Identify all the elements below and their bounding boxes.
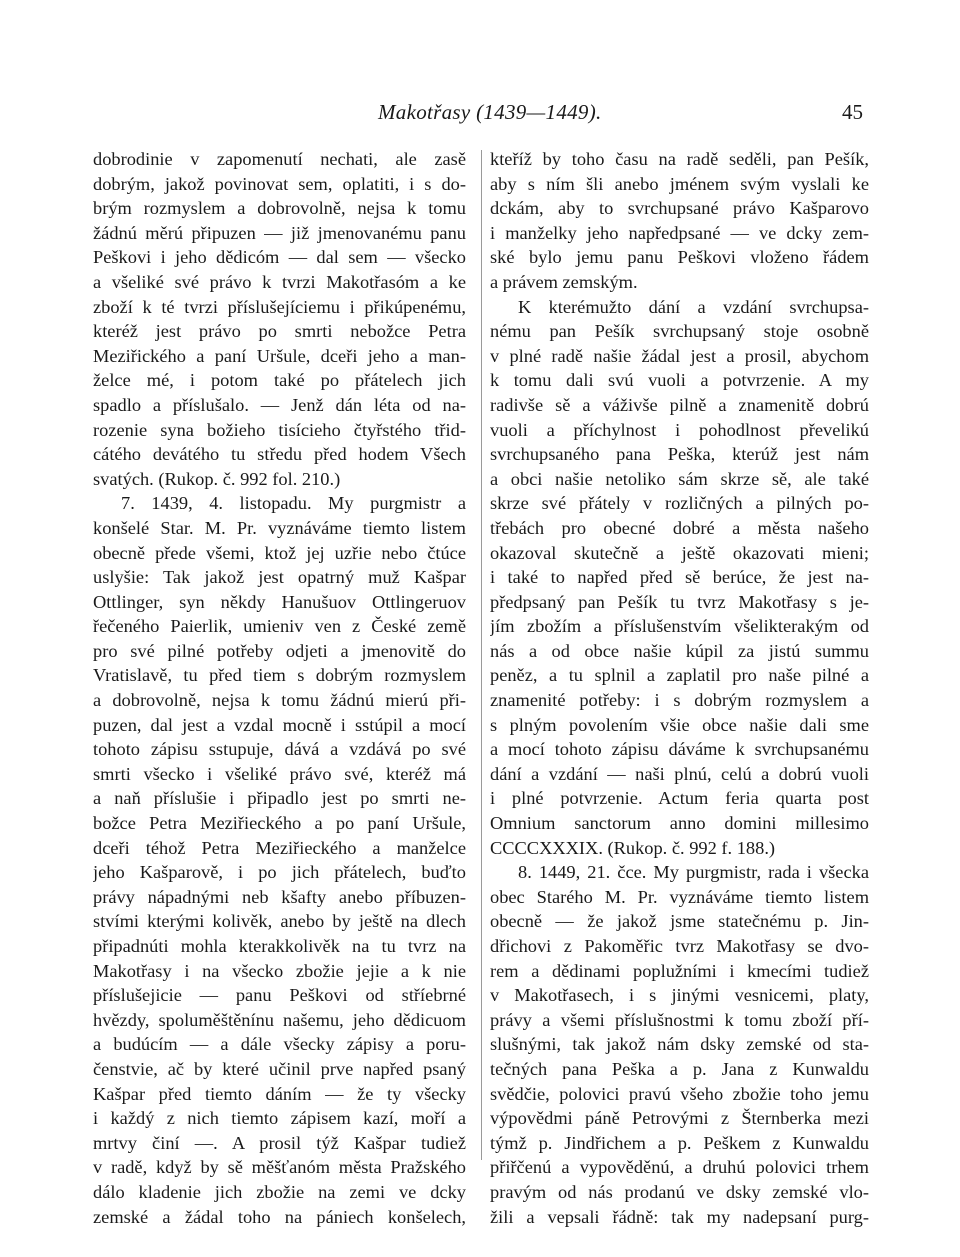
text-line: rozenie syna božieho tisícieho čtyřstého třid- [93,419,466,440]
text-line: i manželky jeho napředpsané — ve dcky zem- [490,222,869,243]
text-line: a mocí tohoto zápisu dáváme k svrchupsanému [490,739,869,760]
text-line: týmž p. Jindřichem a p. Peškem z Kunwaldu [490,1132,869,1153]
text-line: tečných pana Peška a p. Jana z Kunwaldu [490,1058,869,1079]
text-line: brým rozmyslem a dobrovolně, nejsa k tomu [93,198,466,219]
page-number: 45 [842,100,863,124]
text-line: slušnými, tak jakož nám dsky zemské od sta- [490,1034,869,1055]
text-line: právy nápadnými neb kšafty anebo příbuzen- [93,886,466,907]
text-line: právy a všemi příslušnostmi k tomu zboží pří- [490,1009,869,1030]
right-column [490,147,869,1229]
text-line: přiřčenú a vypověděnú, a druhú polovici trhem [490,1157,869,1178]
text-line: pro své pilné potřeby odjeti a jmenovitě do [93,640,466,661]
text-line: i každý z nich tiemto zápisem kazí, moří a [93,1108,466,1129]
column-divider [481,150,482,1160]
text-line: jím zbožím a příslušenstvím všelikterakým od [490,616,869,637]
text-line: obecně — že jakož jsme statečnému p. Jin- [490,911,869,932]
text-line: kteříž by toho času na radě seděli, pan Pešík, [490,149,869,169]
text-line: žádnú měrú připuzen — již jmenovanému panu [93,222,466,243]
text-line: dobrodinie v zapomenutí nechati, ale zasě [93,149,466,169]
text-line: v plné radě našie žádal jest a prosil, abychom [490,345,869,366]
text-line: 7. 1439, 4. listopadu. My purgmistr a [121,493,466,514]
text-line: a všeliké své právo k tvrzi Makotřasóm a ke [93,271,466,292]
text-line: dceři téhož Petra Meziřieckého a manželce [93,837,466,858]
text-line: i také to napřed před sě berúce, že jest na- [490,567,869,588]
text-line: v radě, když by sě měšťanóm města Pražského [93,1157,466,1178]
text-line: spadlo a příslušalo. — Jenž dán léta od na- [93,394,466,415]
text-line: kteréž jest právo po smrti nebožce Petra [93,321,466,342]
text-line: zemské a žádal toho na pániech konšelech, [93,1206,466,1227]
text-line: a právem zemským. [490,271,638,292]
text-line: obec Starého M. Pr. vyznáváme tiemto listem [490,886,869,907]
text-line: řečeného Paierlik, umieniv ven z České země [93,616,466,637]
text-line: stvími kterými kolivěk, anebo by ještě na dlech [93,911,466,932]
text-line: a naň příslušie i připadlo jest po smrti ne- [93,788,466,809]
text-line: Ottlinger, syn někdy Hanušuov Ottlingeruov [93,591,466,612]
text-line: skrze své přátely v rozličných a pilných po- [490,493,869,514]
text-line: výpovědmi páně Petrovými z Šternberka mezi [490,1108,869,1129]
text-line: k tomu dali svú vuoli a potvrzenie. A my [490,370,869,391]
text-line: v Makotřasech, i s jinými vesnicemi, platy, [490,985,869,1006]
text-line: ské bylo jemu panu Peškovi vloženo řádem [490,247,869,268]
text-line: Peškovi i jeho dědicóm — dal sem — všecko [93,247,466,268]
text-line: a dobrovolně, nejsa k tomu žádnú mierú při- [93,690,466,711]
text-line: aby s ním šli anebo jménem svým vyslali ke [490,173,869,194]
text-line: příslušejicie — panu Peškovi od stříebrné [93,985,466,1006]
text-line: smrti všecko i všeliké právo své, kteréž má [93,763,466,784]
text-line: Meziřického a paní Uršule, dceři jeho a man- [93,345,466,366]
text-line: dřichovi z Pakoměřic tvrz Makotřasy se dvo- [490,936,869,956]
text-line: svědčie, polovici pravú všeho zbožie toho jemu [490,1083,869,1104]
text-line: nás a od obce našie kúpil za jistú summu [490,640,869,661]
text-line: obecně přede všemi, ktož jej uzřie nebo čtúce [93,542,466,563]
text-line: nému pan Pešík svrchupsaný stoje osobně [490,321,869,342]
running-title: Makotřasy (1439—1449). [378,100,602,124]
text-line: dobrým, jakož povinovat sem, oplatiti, i s do- [93,173,466,194]
text-line: a budúcím — a dále všecky zápisy a poru- [93,1034,466,1055]
text-line: vuoli a příchylnost i pohodlnost převelikú [490,419,869,440]
text-line: tohoto zápisu sstupuje, dává a vzdává po své [93,739,466,760]
text-line: připadnúti mohla kterakkolivěk na tu tvrz na [93,936,466,956]
text-line: s plným povolením všie obce našie dali sme [490,714,869,735]
text-line: i plné potvrzenie. Actum feria quarta post [490,788,869,809]
text-line: Kašpar před tiemto dáním — že ty všecky [93,1083,466,1104]
text-line: mrtvy činí —. A prosil týž Kašpar tudiež [93,1132,466,1153]
text-line: znamenité potřeby: i s dobrým rozmyslem a [490,690,869,711]
text-line: pravým od nás prodanú ve dsky zemské vlo- [490,1181,869,1202]
text-line: hvězdy, spoluměštěnínu našemu, jeho dědicuom [93,1009,466,1030]
text-line: Vratislavě, tu před tiem s dobrým rozmyslem [93,665,466,686]
text-line: konšelé Star. M. Pr. vyznáváme tiemto listem [93,517,466,538]
text-line: 8. 1449, 21. čce. My purgmistr, rada i všecka [518,862,869,883]
text-line: želce mé, i potom také po přátelech jich [93,370,466,391]
text-line: CCCCXXXIX. (Rukop. č. 992 f. 188.) [490,837,776,858]
text-line: rem a dědinami poplužními i kmecími tudiež [490,960,869,981]
text-line: Makotřasy i na všecko zbožie jejie a k nie [93,960,466,981]
text-line: žili a vepsali řádně: tak my nadepsaní purg- [490,1206,869,1227]
text-line: peněz, a tu splnil a zaplatil pro naše pilné a [490,665,869,686]
text-line: předpsaný pan Pešík tu tvrz Makotřasy s je- [490,591,869,612]
text-line: cátého devátého tu středu před hodem Všech [93,444,466,465]
text-line: zboží k té tvrzi příslušejíciemu i přikúpenému, [93,296,466,317]
left-column [93,147,466,1229]
text-line: a obci našie netoliko sám skrze sě, ale také [490,468,869,489]
text-line: uslyšie: Tak jakož jest opatrný muž Kašpar [93,567,466,588]
text-line: okazoval skutečně a ještě okazovati mieni; [490,542,869,563]
text-line: svrchupsaného pana Peška, kterúž jest nám [490,444,869,465]
text-line: dálo kladenie jich zbožie na zemi ve dcky [93,1181,466,1202]
text-line: dání a vzdání — naši plnú, celú a dobrú vuoli [490,763,869,784]
text-line: čenstvie, ač by které učinil prve napřed psaný [93,1058,466,1079]
text-line: dckám, aby to svrchupsané právo Kašparovo [490,198,869,219]
text-line: puzen, dal jest a vzdal mocně i sstúpil a mocí [93,714,466,735]
text-line: třebách pro obecné dobré a města našeho [490,517,869,538]
text-line: božce Petra Meziřieckého a po paní Uršule, [93,813,466,834]
text-line: jeho Kašparově, i po jich přátelech, buďto [93,862,466,883]
text-line: radivše sě a váživše pilně a znamenitě dobrú [490,394,869,415]
text-line: K kterémužto dání a vzdání svrchupsa- [518,296,869,317]
text-line: Omnium sanctorum anno domini millesimo [490,813,869,834]
text-line: svatých. (Rukop. č. 992 fol. 210.) [93,468,341,489]
page-header [0,100,960,130]
